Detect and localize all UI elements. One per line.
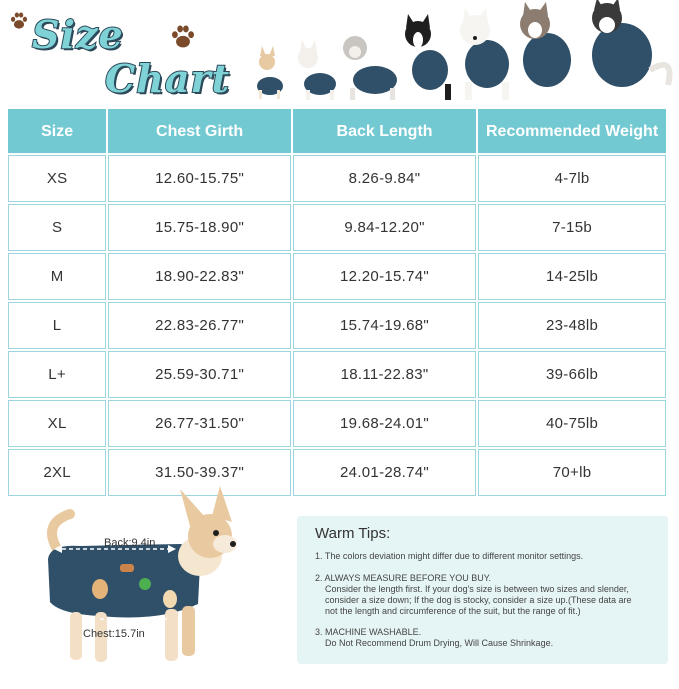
cell-size: 2XL — [8, 449, 106, 496]
back-measurement-label: Back:9.4in — [104, 537, 156, 549]
cell-weight: 23-48lb — [478, 302, 666, 349]
dogs-illustration — [250, 0, 679, 105]
table-row — [8, 253, 666, 300]
paw-print-icon — [8, 10, 30, 32]
table-row — [8, 351, 666, 398]
cell-back-length: 24.01-28.74" — [293, 449, 476, 496]
size-table — [6, 107, 668, 498]
tip-3-heading: 3. MACHINE WASHABLE. — [315, 627, 422, 637]
size-chart-title — [0, 0, 240, 105]
tip-2 — [315, 573, 632, 617]
cell-size: XL — [8, 400, 106, 447]
tip-3 — [315, 627, 553, 649]
table-row — [8, 302, 666, 349]
title-chart: Chart — [105, 56, 231, 101]
dog-s — [298, 40, 336, 100]
tip-2-line-2: consider a size down; If the dog is stocky, consider a size up.(These data are — [325, 595, 632, 605]
cell-size: S — [8, 204, 106, 251]
cell-size: L+ — [8, 351, 106, 398]
measured-dog-image — [40, 484, 260, 684]
cell-size: XS — [8, 155, 106, 202]
cell-back-length: 9.84-12.20" — [293, 204, 476, 251]
dog-l-plus — [460, 8, 509, 100]
warm-tips-panel — [297, 516, 668, 664]
header-recommended-weight: Recommended Weight — [478, 109, 666, 153]
dog-l — [405, 14, 451, 100]
cell-back-length: 15.74-19.68" — [293, 302, 476, 349]
cell-weight: 4-7lb — [478, 155, 666, 202]
chest-measurement-label: Chest:15.7in — [83, 628, 145, 640]
cell-chest-girth: 22.83-26.77" — [108, 302, 291, 349]
title-size: Size — [32, 12, 124, 57]
cell-chest-girth: 25.59-30.71" — [108, 351, 291, 398]
dog-2xl — [592, 0, 670, 100]
cell-back-length: 8.26-9.84" — [293, 155, 476, 202]
chihuahua-illustration — [40, 484, 260, 684]
tip-2-line-1: Consider the length first. If your dog's size is between two sizes and slender, — [325, 584, 629, 594]
cell-weight: 39-66lb — [478, 351, 666, 398]
cell-size: M — [8, 253, 106, 300]
tip-1: 1. The colors deviation might differ due to different monitor settings. — [315, 551, 584, 561]
cell-back-length: 19.68-24.01" — [293, 400, 476, 447]
cell-back-length: 12.20-15.74" — [293, 253, 476, 300]
header-back-length: Back Length — [293, 109, 476, 153]
cell-chest-girth: 18.90-22.83" — [108, 253, 291, 300]
table-row — [8, 155, 666, 202]
tips-title: Warm Tips: — [315, 525, 391, 542]
tip-3-line-1: Do Not Recommend Drum Drying, Will Cause Shrinkage. — [325, 638, 554, 648]
cell-weight: 14-25lb — [478, 253, 666, 300]
header-size: Size — [8, 109, 106, 153]
cell-size: L — [8, 302, 106, 349]
dog-xs — [257, 46, 283, 99]
paw-print-icon — [168, 22, 198, 52]
cell-weight: 40-75lb — [478, 400, 666, 447]
cell-chest-girth: 15.75-18.90" — [108, 204, 291, 251]
dog-size-lineup — [250, 0, 679, 105]
table-header-row — [8, 109, 666, 153]
table-row — [8, 400, 666, 447]
table-row — [8, 204, 666, 251]
cell-back-length: 18.11-22.83" — [293, 351, 476, 398]
dog-xl — [520, 2, 571, 100]
header-chest-girth: Chest Girth — [108, 109, 291, 153]
cell-chest-girth: 12.60-15.75" — [108, 155, 291, 202]
dog-m — [343, 36, 397, 100]
cell-weight: 70+lb — [478, 449, 666, 496]
cell-chest-girth: 31.50-39.37" — [108, 449, 291, 496]
tip-2-heading: 2. ALWAYS MEASURE BEFORE YOU BUY. — [315, 573, 492, 583]
tip-2-line-3: not the length and circumference of the suit, but the range of fit.) — [325, 606, 581, 616]
cell-weight: 7-15b — [478, 204, 666, 251]
cell-chest-girth: 26.77-31.50" — [108, 400, 291, 447]
